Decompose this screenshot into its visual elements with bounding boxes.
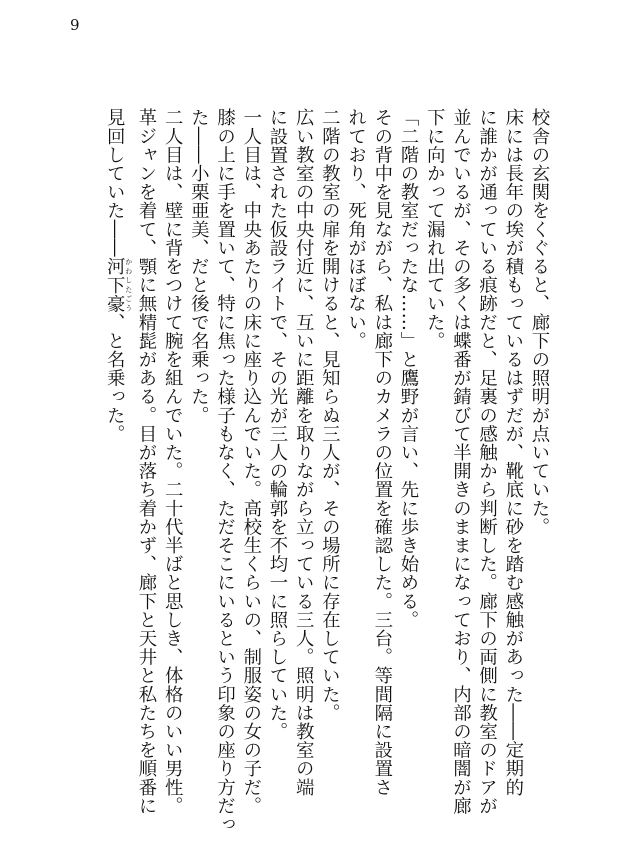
text-line: 床には長年の埃が積もっているはずだが、靴底に砂を踏む感触があった――定期的 [502,108,524,797]
text-line: に誰かが通っている痕跡だと、足裏の感触から判断した。廊下の両側に教室のドアが [476,108,498,815]
name-ruby [104,256,133,313]
text-line: た――小栗亜美、だと後で名乗った。 [188,108,210,425]
text-line: 広い教室の中央付近に、互いに距離を取りながら立っている三人。照明は教室の端 [293,108,315,797]
text-line: 二階の教室の扉を開けると、見知らぬ三人が、その場所に存在していた。 [319,108,341,722]
text-line: 一人目は、中央あたりの床に座り込んでいた。高校生くらいの、制服姿の女の子だ。 [240,108,262,815]
last-line-after: 、と名乗った。 [104,312,126,443]
text-line: 二人目は、壁に背をつけて腕を組んでいた。二十代半ばと思しき、体格のいい男性。 [162,108,184,815]
ruby-base-2: 豪 [104,293,126,313]
text-line: 革ジャンを着て、顎に無精髭がある。目が落ち着かず、廊下と天井と私たちを順番に [135,108,157,815]
text-line: 膝の上に手を置いて、特に焦った様子もなく、ただそこにいるという印象の座り方だっ [214,108,236,834]
ruby-reading: かわしたごう [124,256,133,313]
text-line: に設置された仮設ライトで、その光が三人の輪郭を不均一に照らしていた。 [266,108,288,741]
text-line: れており、死角がほぼない。 [345,108,367,350]
text-line: 校舎の玄関をくぐると、廊下の照明が点いていた。 [529,108,550,536]
body-text [101,108,552,834]
text-line: 並んでいるが、その多くは蝶番が錆びて半開きのままになっており、内部の暗闇が廊 [450,108,472,815]
page-number: 9 [70,16,80,34]
ruby-base: 河下 [104,256,126,294]
text-line: その背中を見ながら、私は廊下のカメラの位置を確認した。三台。等間隔に設置さ [371,108,393,797]
last-line-before: 見回していた―― [104,108,126,257]
text-line-last [101,108,133,788]
text-line: 下に向かって漏れ出ていた。 [424,108,446,350]
text-line: 「二階の教室だったな……」と鷹野が言い、先に歩き始める。 [397,108,419,629]
